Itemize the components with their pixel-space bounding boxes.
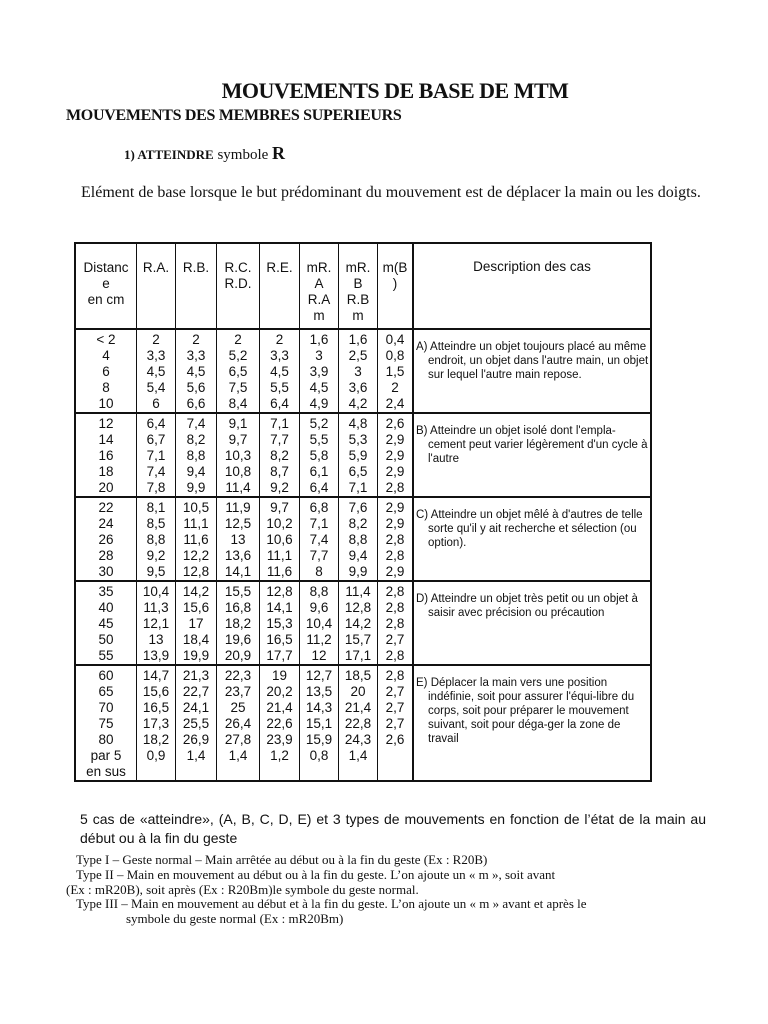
- table-row: [75, 497, 651, 581]
- rc-cell: 15,5 16,8 18,2 19,6 20,9: [217, 581, 260, 665]
- description-cell: [413, 581, 651, 665]
- re-cell: 2 3,3 4,5 5,5 6,4: [260, 329, 300, 413]
- header-re: R.E.: [260, 243, 300, 329]
- rb-cell: 21,3 22,7 24,1 25,5 26,9 1,4: [176, 665, 217, 781]
- rb-cell: 2 3,3 4,5 5,6 6,6: [176, 329, 217, 413]
- mb-cell: 2,6 2,9 2,9 2,9 2,8: [378, 413, 414, 497]
- rb-cell: 14,2 15,6 17 18,4 19,9: [176, 581, 217, 665]
- description-cell: [413, 329, 651, 413]
- distance-cell: 12 14 16 18 20: [75, 413, 137, 497]
- description-cell: [413, 497, 651, 581]
- header-ra: R.A.: [137, 243, 176, 329]
- section-number: 1) ATTEINDRE: [124, 147, 214, 162]
- section-heading: [124, 143, 285, 164]
- mrb-cell: 18,5 20 21,4 22,8 24,3 1,4: [339, 665, 378, 781]
- distance-cell: 60 65 70 75 80 par 5 en sus: [75, 665, 137, 781]
- distance-cell: 22 24 26 28 30: [75, 497, 137, 581]
- header-rb: R.B.: [176, 243, 217, 329]
- case-description: B) Atteindre un objet isolé dont l'empla-cement peut varier légèrement d'un cycle à l'autre: [416, 425, 648, 465]
- table-row: [75, 413, 651, 497]
- re-cell: 9,7 10,2 10,6 11,1 11,6: [260, 497, 300, 581]
- mb-cell: 2,8 2,8 2,8 2,7 2,8: [378, 581, 414, 665]
- section-symbol: R: [272, 143, 286, 163]
- rc-cell: 9,1 9,7 10,3 10,8 11,4: [217, 413, 260, 497]
- type-2-text-continued: (Ex : mR20B), soit après (Ex : R20Bm)le symbole du geste normal.: [66, 882, 419, 897]
- rc-cell: 2 5,2 6,5 7,5 8,4: [217, 329, 260, 413]
- ra-cell: 10,4 11,3 12,1 13 13,9: [137, 581, 176, 665]
- case-description: C) Atteindre un objet mêlé à d'autres de telle sorte qu'il y ait recherche et sélection (ou option).: [416, 509, 643, 549]
- mra-cell: 1,6 3 3,9 4,5 4,9: [300, 329, 339, 413]
- mra-cell: 8,8 9,6 10,4 11,2 12: [300, 581, 339, 665]
- section-word: symbole: [217, 147, 269, 163]
- header-rc-rd: R.C. R.D.: [217, 243, 260, 329]
- case-description: D) Atteindre un objet très petit ou un objet à saisir avec précision ou précaution: [416, 593, 638, 619]
- intro-paragraph: Elément de base lorsque le but prédominant du mouvement est de déplacer la main ou les doigts.: [81, 184, 701, 201]
- re-cell: 12,8 14,1 15,3 16,5 17,7: [260, 581, 300, 665]
- header-distance: Distanc e en cm: [75, 243, 137, 329]
- rb-cell: 10,5 11,1 11,6 12,2 12,8: [176, 497, 217, 581]
- mb-cell: 0,4 0,8 1,5 2 2,4: [378, 329, 414, 413]
- mtm-reach-table: [74, 242, 652, 782]
- header-description: Description des cas: [413, 243, 651, 329]
- ra-cell: 2 3,3 4,5 5,4 6: [137, 329, 176, 413]
- type-1-text: Type I – Geste normal – Main arrêtée au début ou à la fin du geste (Ex : R20B): [76, 852, 488, 867]
- header-mrb: mR. B R.B m: [339, 243, 378, 329]
- table-row: [75, 329, 651, 413]
- case-description: E) Déplacer la main vers une position indéfinie, soit pour assurer l'équi-libre du corps, soit pour préparer le mouvement suivant, soit pour déga-ger la zone de travail: [416, 677, 635, 745]
- table-row: [75, 665, 651, 781]
- ra-cell: 6,4 6,7 7,1 7,4 7,8: [137, 413, 176, 497]
- mrb-cell: 11,4 12,8 14,2 15,7 17,1: [339, 581, 378, 665]
- distance-cell: 35 40 45 50 55: [75, 581, 137, 665]
- distance-cell: < 2 4 6 8 10: [75, 329, 137, 413]
- rb-cell: 7,4 8,2 8,8 9,4 9,9: [176, 413, 217, 497]
- description-cell: [413, 665, 651, 781]
- ra-cell: 8,1 8,5 8,8 9,2 9,5: [137, 497, 176, 581]
- mra-cell: 12,7 13,5 14,3 15,1 15,9 0,8: [300, 665, 339, 781]
- mra-cell: 6,8 7,1 7,4 7,7 8: [300, 497, 339, 581]
- description-cell: [413, 413, 651, 497]
- type-3-text: Type III – Main en mouvement au début et à la fin du geste. L’on ajoute un « m » avant et après le: [76, 896, 587, 911]
- page-subtitle: MOUVEMENTS DES MEMBRES SUPERIEURS: [66, 107, 402, 124]
- page-title: MOUVEMENTS DE BASE DE MTM: [221, 78, 569, 103]
- type-2-text: Type II – Main en mouvement au début ou à la fin du geste. L’on ajoute un « m », soit avant: [76, 867, 556, 882]
- header-mra: mR. A R.A m: [300, 243, 339, 329]
- cases-paragraph: 5 cas de «atteindre», (A, B, C, D, E) et 3 types de mouvements en fonction de l’état de la main au début ou à la fin du geste: [80, 811, 706, 846]
- mrb-cell: 7,6 8,2 8,8 9,4 9,9: [339, 497, 378, 581]
- table-header-row: [75, 243, 651, 329]
- rc-cell: 22,3 23,7 25 26,4 27,8 1,4: [217, 665, 260, 781]
- case-description: A) Atteindre un objet toujours placé au même endroit, un objet dans l'autre main, un objet sur lequel l'autre main repose.: [416, 341, 649, 381]
- type-3-text-continued: symbole du geste normal (Ex : mR20Bm): [126, 911, 344, 926]
- mb-cell: 2,9 2,9 2,8 2,8 2,9: [378, 497, 414, 581]
- re-cell: 19 20,2 21,4 22,6 23,9 1,2: [260, 665, 300, 781]
- mrb-cell: 1,6 2,5 3 3,6 4,2: [339, 329, 378, 413]
- re-cell: 7,1 7,7 8,2 8,7 9,2: [260, 413, 300, 497]
- mra-cell: 5,2 5,5 5,8 6,1 6,4: [300, 413, 339, 497]
- header-mb: m(B ): [378, 243, 414, 329]
- ra-cell: 14,7 15,6 16,5 17,3 18,2 0,9: [137, 665, 176, 781]
- mb-cell: 2,8 2,7 2,7 2,7 2,6: [378, 665, 414, 781]
- rc-cell: 11,9 12,5 13 13,6 14,1: [217, 497, 260, 581]
- mrb-cell: 4,8 5,3 5,9 6,5 7,1: [339, 413, 378, 497]
- table-row: [75, 581, 651, 665]
